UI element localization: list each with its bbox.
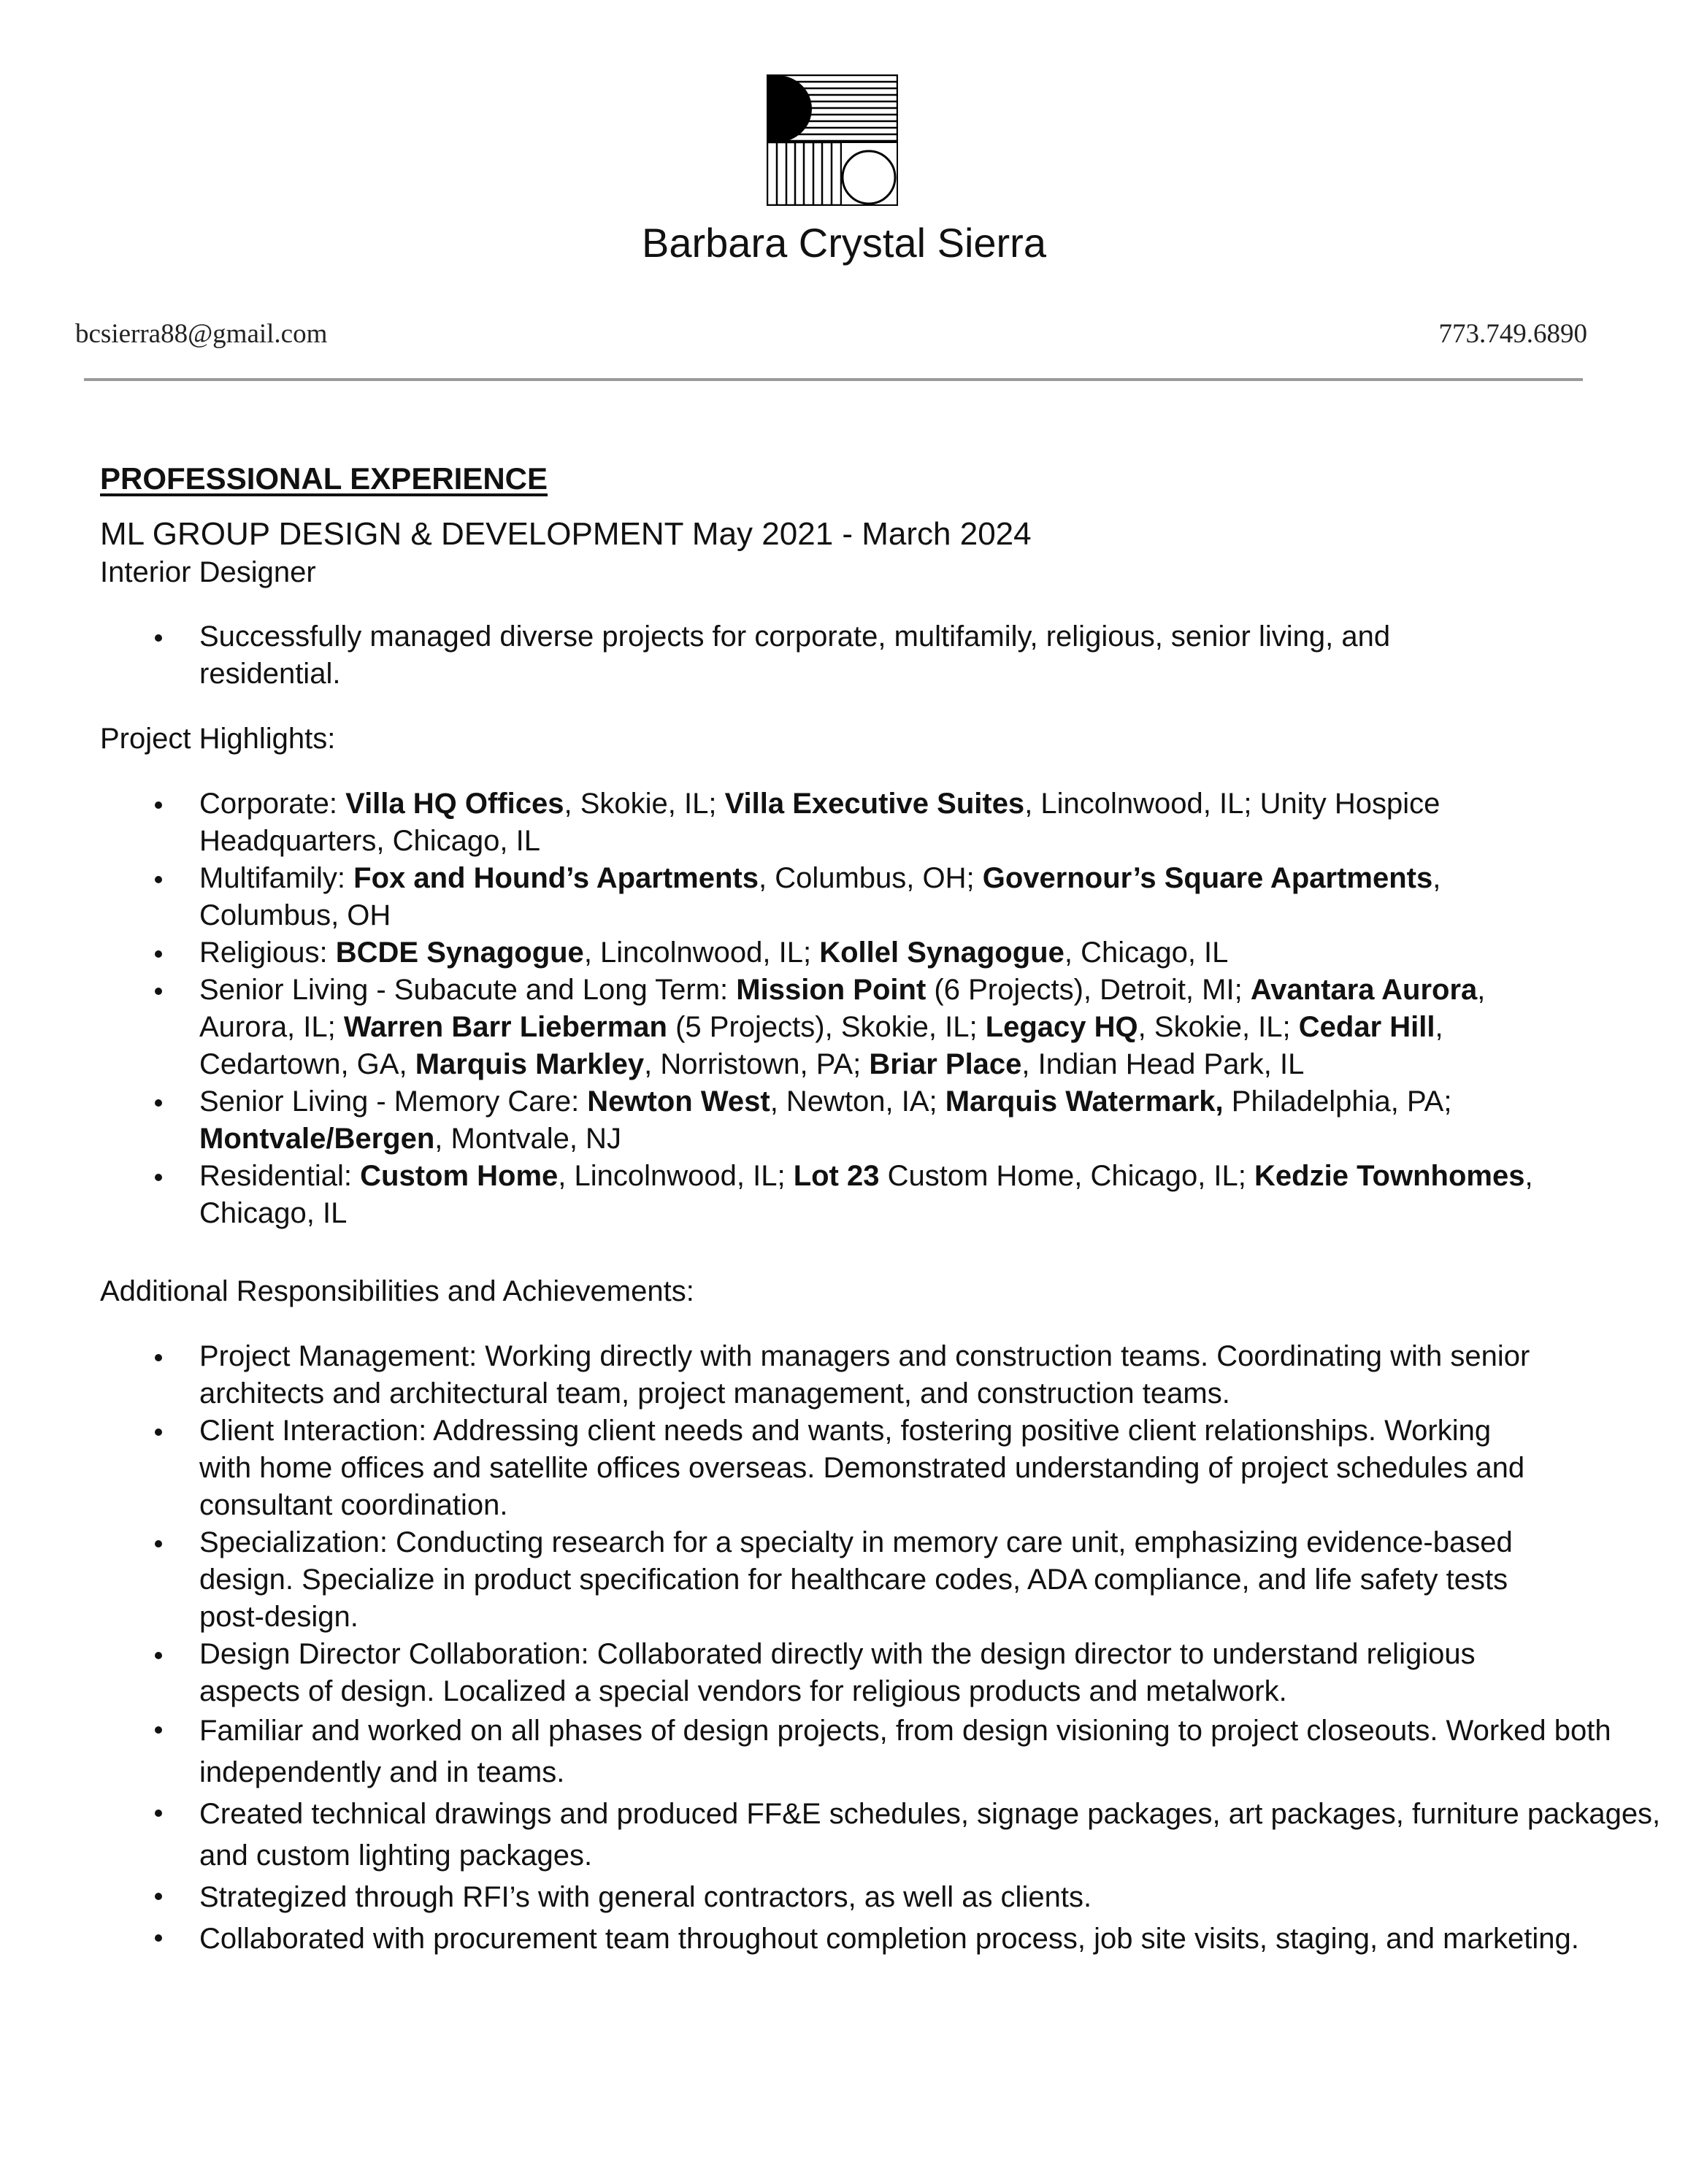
project-name: Kedzie Townhomes — [1254, 1160, 1525, 1192]
project-name: Montvale/Bergen — [199, 1123, 435, 1155]
text-segment: Collaborated with procurement team throughout completion process, job site visits, staging, and marketing. — [199, 1923, 1579, 1955]
text-segment: Familiar and worked on all phases of design projects, from design visioning to project closeouts. Worked both independently and in teams. — [199, 1715, 1611, 1788]
project-name: Villa Executive Suites — [724, 788, 1025, 820]
candidate-name: Barbara Crystal Sierra — [642, 220, 1046, 266]
project-name: Governour’s Square Apartments — [982, 862, 1433, 894]
highlights-list — [100, 785, 1670, 1232]
list-item — [100, 972, 1535, 1083]
list-item — [100, 1412, 1535, 1524]
project-name: Warren Barr Lieberman — [343, 1011, 667, 1043]
text-segment: , Lincolnwood, IL; — [583, 937, 820, 969]
project-name: Kollel Synagogue — [819, 937, 1064, 969]
text-segment: Corporate: — [199, 788, 346, 820]
project-name: Mission Point — [736, 974, 927, 1006]
text-segment: Successfully managed diverse projects for corporate, multifamily, religious, senior living, and residential. — [199, 620, 1391, 690]
list-item — [100, 1710, 1670, 1793]
additional-list — [100, 1338, 1670, 1710]
text-segment: (6 Projects), Detroit, MI; — [926, 974, 1251, 1006]
project-name: Custom Home — [360, 1160, 559, 1192]
email-link[interactable]: bcsierra88@gmail.com — [75, 319, 328, 349]
list-item — [100, 1158, 1535, 1232]
list-item — [100, 1918, 1670, 1960]
text-segment: Residential: — [199, 1160, 361, 1192]
text-segment: (5 Projects), Skokie, IL; — [667, 1011, 986, 1043]
text-segment: , Columbus, OH; — [758, 862, 983, 894]
text-segment: Project Management: Working directly with managers and construction teams. Coordinating with senior architects and architectural team, project management, and construction teams. — [199, 1340, 1530, 1410]
project-name: Marquis Watermark, — [945, 1085, 1224, 1118]
text-segment: , Newton, IA; — [770, 1085, 945, 1118]
section-heading: PROFESSIONAL EXPERIENCE — [100, 461, 548, 496]
text-segment: , Chicago, IL — [1064, 937, 1229, 969]
text-segment: Custom Home, Chicago, IL; — [879, 1160, 1255, 1192]
text-segment: , Chicago, IL — [199, 1160, 1533, 1229]
text-segment: Created technical drawings and produced FF&E schedules, signage packages, art packages, furniture packages, and custom lighting packages. — [199, 1798, 1661, 1872]
text-segment: Senior Living - Memory Care: — [199, 1085, 588, 1118]
text-segment: , Montvale, NJ — [434, 1123, 621, 1155]
project-name: Villa HQ Offices — [345, 788, 564, 820]
text-segment: , Columbus, OH — [199, 862, 1441, 931]
text-segment: , Cedartown, GA, — [199, 1011, 1443, 1080]
project-name: Legacy HQ — [985, 1011, 1138, 1043]
list-item — [100, 618, 1535, 693]
divider — [84, 378, 1583, 381]
text-segment: , Lincolnwood, IL; Unity Hospice Headquarters, Chicago, IL — [199, 788, 1440, 857]
project-name: Marquis Markley — [415, 1048, 645, 1080]
text-segment: Philadelphia, PA; — [1223, 1085, 1452, 1118]
text-segment: Specialization: Conducting research for a specialty in memory care unit, emphasizing evidence-based design. Specialize in product specification for healthcare codes, ADA compliance, and life safety tests post-design. — [199, 1526, 1513, 1633]
company-and-dates: ML GROUP DESIGN & DEVELOPMENT May 2021 - March 2024 — [100, 516, 1032, 552]
phone-number: 773.749.6890 — [1438, 319, 1587, 349]
experience-section — [100, 460, 1670, 1960]
list-item — [100, 1083, 1535, 1158]
project-name: Cedar Hill — [1298, 1011, 1435, 1043]
text-segment: , Skokie, IL; — [564, 788, 725, 820]
text-segment: Multifamily: — [199, 862, 354, 894]
text-segment: Client Interaction: Addressing client needs and wants, fostering positive client relationships. Working with home offices and satellite offices overseas. Demonstrated understanding of project schedules and consultant coordination. — [199, 1415, 1525, 1521]
project-name: Fox and Hound’s Apartments — [353, 862, 759, 894]
list-item — [100, 1636, 1535, 1710]
text-segment: Design Director Collaboration: Collaborated directly with the design director to understand religious aspects of design. Localized a special vendors for religious products and metalwork. — [199, 1638, 1476, 1707]
text-segment: , Norristown, PA; — [644, 1048, 870, 1080]
list-item — [100, 1524, 1535, 1636]
text-segment: , Aurora, IL; — [199, 974, 1486, 1043]
project-name: Avantara Aurora — [1250, 974, 1478, 1006]
project-name: Lot 23 — [793, 1160, 880, 1192]
list-item — [100, 860, 1535, 934]
additional-label: Additional Responsibilities and Achievements: — [100, 1275, 694, 1307]
project-name: Newton West — [587, 1085, 770, 1118]
highlights-label: Project Highlights: — [100, 723, 336, 755]
list-item — [100, 1877, 1670, 1918]
list-item — [100, 934, 1535, 972]
text-segment: Senior Living - Subacute and Long Term: — [199, 974, 737, 1006]
list-item — [100, 1793, 1670, 1877]
additional-list-wide — [100, 1710, 1670, 1960]
text-segment: Strategized through RFI’s with general contractors, as well as clients. — [199, 1881, 1092, 1913]
project-name: Briar Place — [869, 1048, 1022, 1080]
text-segment: , Skokie, IL; — [1138, 1011, 1299, 1043]
list-item — [100, 1338, 1535, 1412]
text-segment: , Lincolnwood, IL; — [558, 1160, 794, 1192]
text-segment: Religious: — [199, 937, 336, 969]
list-item — [100, 785, 1535, 860]
project-name: BCDE Synagogue — [335, 937, 584, 969]
job-title: Interior Designer — [100, 556, 316, 588]
text-segment: , Indian Head Park, IL — [1021, 1048, 1305, 1080]
summary-list — [100, 618, 1670, 693]
logo-icon — [767, 74, 898, 206]
